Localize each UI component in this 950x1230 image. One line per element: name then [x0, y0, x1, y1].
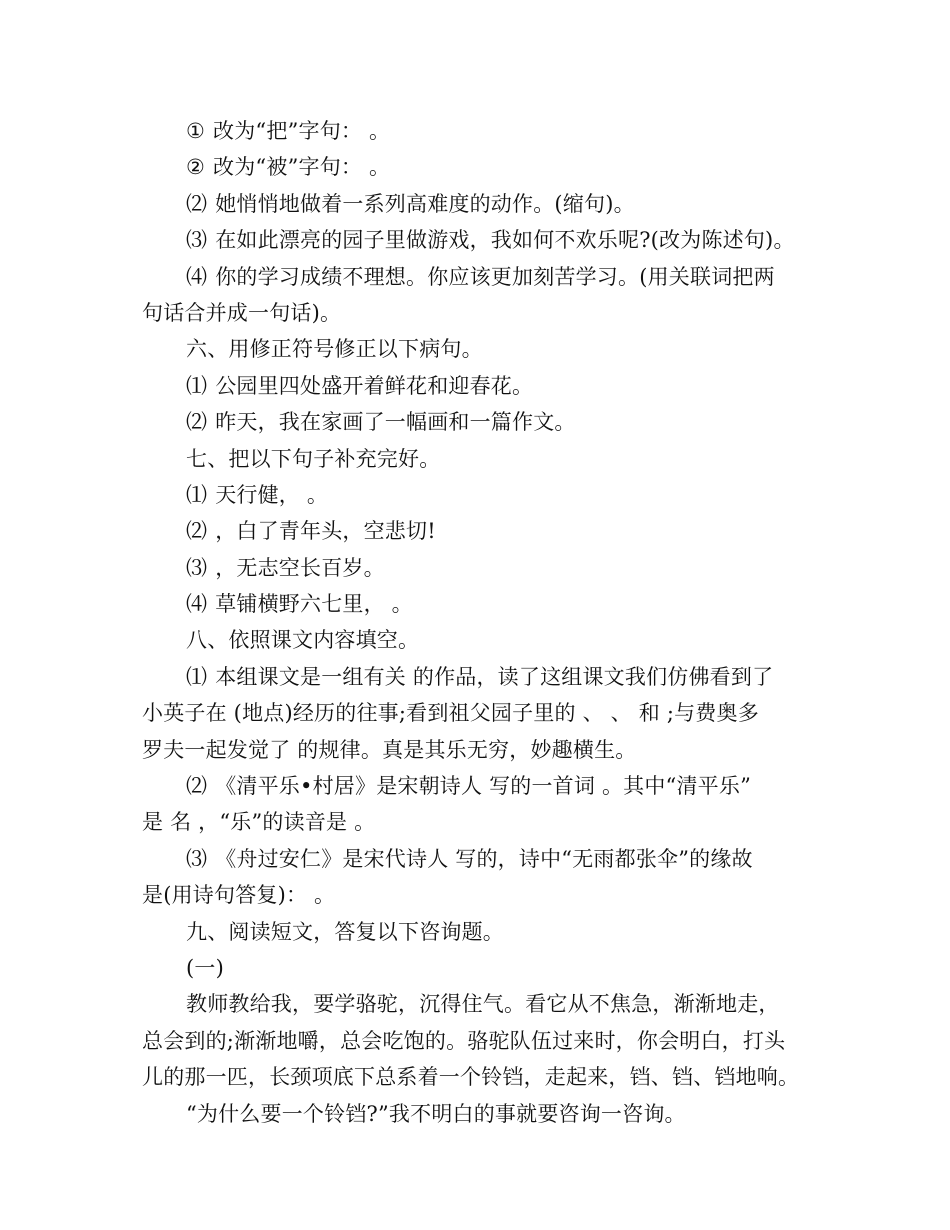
line-text: 在如此漂亮的园子里做游戏，我如何不欢乐呢?(改为陈述句)。 — [215, 228, 795, 253]
line-text: 昨天，我在家画了一幅画和一篇作文。 — [215, 410, 576, 435]
line-text: 《清平乐•村居》是宋朝诗人 写的一首词 。其中“清平乐” — [215, 774, 752, 799]
line-text: 草铺横野六七里， 。 — [215, 592, 413, 617]
line-text: 本组课文是一组有关 的作品，读了这组课文我们仿佛看到了 — [215, 664, 774, 689]
text-line — [142, 513, 820, 549]
paragraph-line — [142, 1059, 820, 1095]
line-text: 改为“被”字句： 。 — [213, 155, 391, 180]
line-text: 总会到的;渐渐地嚼，总会吃饱的。骆驼队伍过来时，你会明白，打头 — [142, 1028, 786, 1053]
text-line-continuation — [142, 732, 820, 768]
line-text: ，无志空长百岁。 — [215, 555, 385, 580]
text-line — [142, 550, 820, 586]
line-text: 你的学习成绩不理想。你应该更加刻苦学习。(用关联词把两 — [215, 264, 775, 289]
line-text: “为什么要一个铃铛?”我不明白的事就要咨询一咨询。 — [186, 1101, 686, 1126]
paragraph-line — [142, 1023, 820, 1059]
text-line — [142, 368, 820, 404]
line-text: 小英子在 (地点)经历的往事;看到祖父园子里的 、 、 和 ;与费奥多 — [142, 701, 759, 726]
line-text: 公园里四处盛开着鲜花和迎春花。 — [215, 373, 534, 398]
section-heading — [142, 914, 820, 950]
text-line — [142, 222, 820, 258]
line-text: 九、阅读短文，答复以下咨询题。 — [186, 919, 504, 944]
line-text: 《舟过安仁》是宋代诗人 写的，诗中“无雨都张伞”的缘故 — [215, 846, 753, 871]
subsection-heading — [142, 950, 820, 986]
text-line — [142, 259, 820, 295]
text-line — [142, 768, 820, 804]
item-number: ① — [186, 119, 206, 143]
text-line-continuation — [142, 804, 820, 840]
item-number: ⑵ — [186, 410, 208, 435]
section-heading — [142, 622, 820, 658]
item-number: ⑴ — [186, 482, 208, 507]
line-text: 七、把以下句子补充完好。 — [186, 446, 441, 471]
item-number: ⑶ — [186, 228, 208, 253]
line-text: 六、用修正符号修正以下病句。 — [186, 337, 483, 362]
line-text: 她悄悄地做着一系列高难度的动作。(缩句)。 — [215, 191, 635, 216]
text-line-continuation — [142, 877, 820, 913]
item-number: ⑷ — [186, 592, 208, 617]
text-line — [142, 477, 820, 513]
line-text: 罗夫一起发觉了 的规律。真是其乐无穷，妙趣横生。 — [142, 737, 637, 762]
text-line — [142, 149, 820, 185]
line-text: 教师教给我，要学骆驼，沉得住气。看它从不焦急，渐渐地走， — [186, 992, 780, 1017]
line-text: 句话合并成一句话)。 — [142, 300, 342, 325]
item-number: ⑶ — [186, 846, 208, 871]
section-heading — [142, 331, 820, 367]
item-number: ⑴ — [186, 373, 208, 398]
item-number: ⑷ — [186, 264, 208, 289]
text-line-continuation — [142, 295, 820, 331]
paragraph-line — [142, 986, 820, 1022]
line-text: ，白了青年头，空悲切! — [215, 519, 436, 544]
text-line-continuation — [142, 695, 820, 731]
item-number: ⑶ — [186, 555, 208, 580]
text-line — [142, 404, 820, 440]
text-line — [142, 841, 820, 877]
text-line — [142, 586, 820, 622]
paragraph-line — [142, 1096, 820, 1132]
line-text: 是(用诗句答复)： 。 — [142, 883, 336, 908]
line-text: 改为“把”字句： 。 — [213, 119, 391, 143]
text-line — [142, 186, 820, 222]
line-text: (一) — [186, 955, 224, 980]
item-number: ② — [186, 155, 206, 180]
text-line — [142, 113, 820, 149]
item-number: ⑵ — [186, 191, 208, 216]
section-heading — [142, 441, 820, 477]
item-number: ⑵ — [186, 774, 208, 799]
line-text: 天行健， 。 — [215, 482, 329, 507]
text-line — [142, 659, 820, 695]
line-text: 是 名 ，“乐”的读音是 。 — [142, 810, 376, 835]
line-text: 八、依照课文内容填空。 — [186, 628, 420, 653]
line-text: 儿的那一匹，长颈项底下总系着一个铃铛，走起来，铛、铛、铛地响。 — [142, 1065, 800, 1090]
item-number: ⑵ — [186, 519, 208, 544]
item-number: ⑴ — [186, 664, 208, 689]
